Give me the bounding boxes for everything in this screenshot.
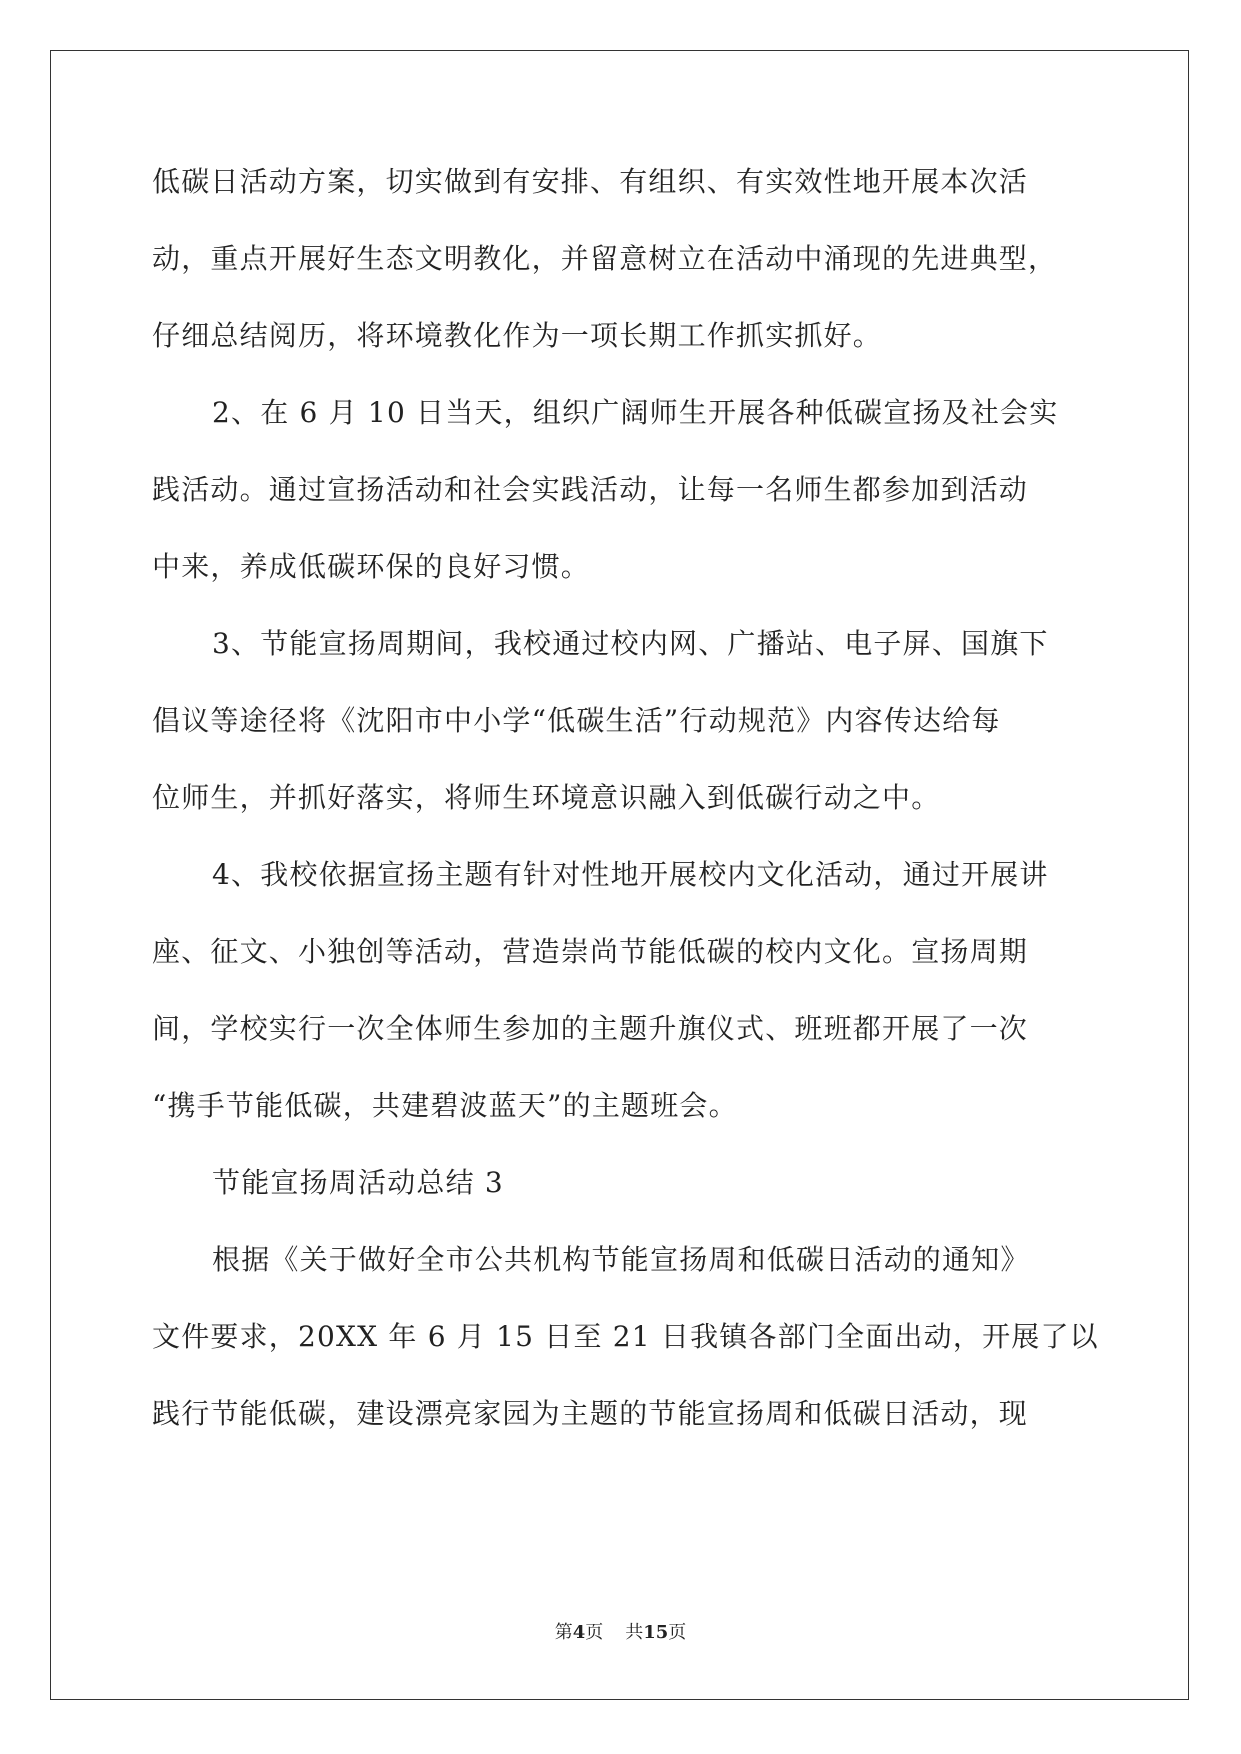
text-line: 文件要求，20XX 年 6 月 15 日至 21 日我镇各部门全面出动，开展了以 [152, 1320, 1099, 1353]
text-line: “携手节能低碳，共建碧波蓝天”的主题班会。 [152, 1089, 738, 1122]
paragraph-start: 3、节能宣扬周期间，我校通过校内网、广播站、电子屏、国旗下 [212, 627, 1049, 660]
text-line: 倡议等途径将《沈阳市中小学“低碳生活”行动规范》内容传达给每 [152, 704, 1001, 737]
text-line: 动，重点开展好生态文明教化，并留意树立在活动中涌现的先进典型， [152, 242, 1058, 275]
text-line: 座、征文、小独创等活动，营造崇尚节能低碳的校内文化。宣扬周期 [152, 935, 1029, 968]
text-line: 践行节能低碳，建设漂亮家园为主题的节能宣扬周和低碳日活动，现 [152, 1397, 1029, 1430]
text-line: 位师生，并抓好落实，将师生环境意识融入到低碳行动之中。 [152, 781, 941, 814]
page-total: 共15页 [625, 1622, 687, 1643]
section-heading: 节能宣扬周活动总结 3 [212, 1166, 504, 1199]
text-line: 仔细总结阅历，将环境教化作为一项长期工作抓实抓好。 [152, 319, 883, 352]
text-line: 间，学校实行一次全体师生参加的主题升旗仪式、班班都开展了一次 [152, 1012, 1029, 1045]
text-line: 中来，养成低碳环保的良好习惯。 [152, 550, 591, 583]
page-number: 第4页 [554, 1622, 604, 1643]
text-line: 践活动。通过宣扬活动和社会实践活动，让每一名师生都参加到活动 [152, 473, 1029, 506]
paragraph-start: 4、我校依据宣扬主题有针对性地开展校内文化活动，通过开展讲 [212, 858, 1049, 891]
text-line: 低碳日活动方案，切实做到有安排、有组织、有实效性地开展本次活 [152, 165, 1029, 198]
paragraph-start: 根据《关于做好全市公共机构节能宣扬周和低碳日活动的通知》 [212, 1243, 1030, 1276]
paragraph-start: 2、在 6 月 10 日当天，组织广阔师生开展各种低碳宣扬及社会实 [212, 396, 1059, 429]
page-footer [0, 1621, 1241, 1645]
